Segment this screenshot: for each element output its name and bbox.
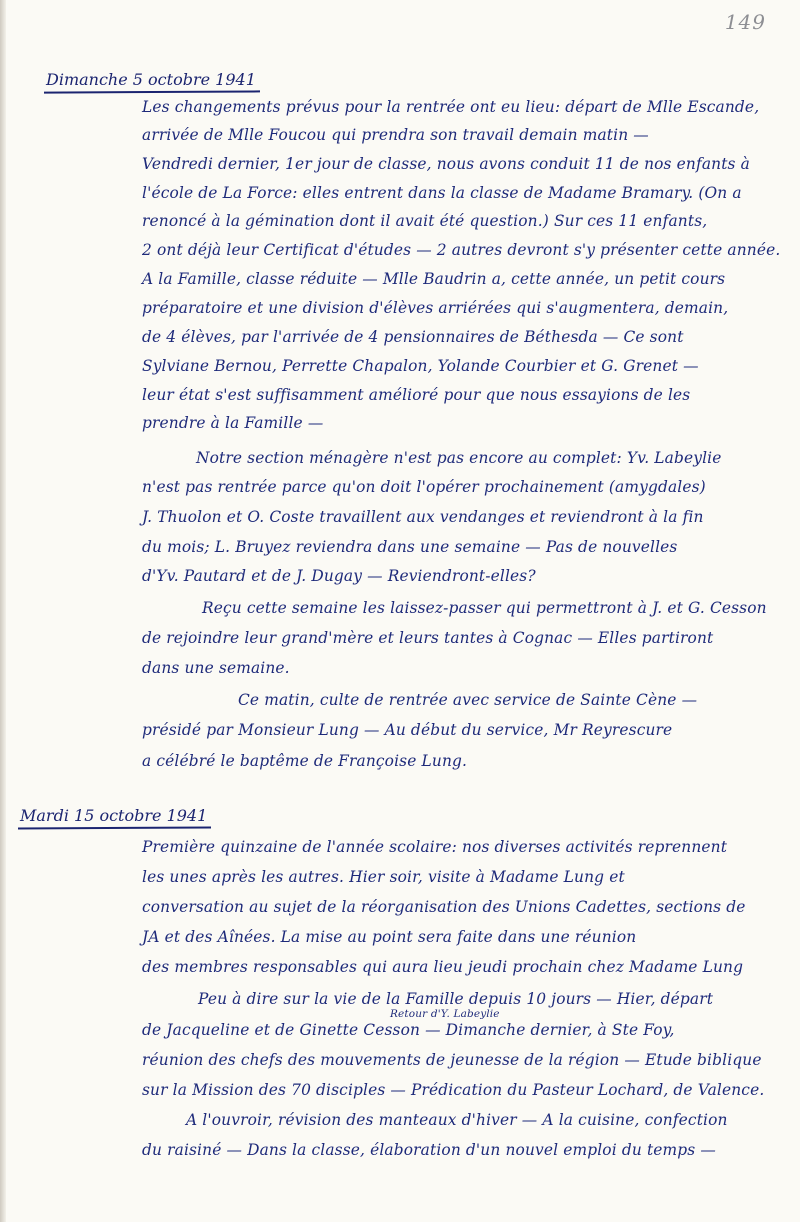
text-line: conversation au sujet de la réorganisation des Unions Cadettes, sections de	[142, 898, 746, 916]
text-line: préparatoire et une division d'élèves arriérées qui s'augmentera, demain,	[142, 299, 729, 317]
text-line: de rejoindre leur grand'mère et leurs tantes à Cognac — Elles partiront	[142, 629, 714, 647]
page-edge	[0, 0, 6, 1222]
text-line: présidé par Monsieur Lung — Au début du service, Mr Reyrescure	[142, 721, 673, 739]
text-line: leur état s'est suffisamment amélioré pour que nous essayions de les	[142, 386, 691, 404]
text-line: JA et des Aînées. La mise au point sera faite dans une réunion	[142, 928, 637, 946]
entry-date: Mardi 15 octobre 1941	[20, 806, 208, 825]
text-line: de Jacqueline et de Ginette Cesson — Dimanche dernier, à Ste Foy,	[142, 1021, 675, 1039]
text-line: n'est pas rentrée parce qu'on doit l'opérer prochainement (amygdales)	[142, 478, 706, 496]
text-line: Reçu cette semaine les laissez-passer qui permettront à J. et G. Cesson	[202, 599, 767, 617]
text-line: Notre section ménagère n'est pas encore au complet: Yv. Labeylie	[196, 449, 722, 467]
text-line: Peu à dire sur la vie de la Famille depuis 10 jours — Hier, départ	[198, 990, 714, 1008]
text-line: d'Yv. Pautard et de J. Dugay — Reviendront-elles?	[142, 567, 536, 585]
entry-date: Dimanche 5 octobre 1941	[46, 70, 256, 89]
text-line: Vendredi dernier, 1er jour de classe, nous avons conduit 11 de nos enfants à	[142, 155, 750, 173]
text-line: du raisiné — Dans la classe, élaboration d'un nouvel emploi du temps —	[142, 1141, 716, 1159]
text-line: prendre à la Famille —	[142, 414, 324, 432]
text-line: Première quinzaine de l'année scolaire: nos diverses activités reprennent	[142, 838, 728, 856]
text-line: renoncé à la gémination dont il avait été question.) Sur ces 11 enfants,	[142, 212, 708, 230]
text-line: Les changements prévus pour la rentrée ont eu lieu: départ de Mlle Escande,	[142, 98, 760, 116]
page-number: 149	[724, 10, 766, 34]
text-line: du mois; L. Bruyez reviendra dans une semaine — Pas de nouvelles	[142, 538, 678, 556]
text-line: 2 ont déjà leur Certificat d'études — 2 autres devront s'y présenter cette année.	[142, 241, 781, 259]
text-line: Sylviane Bernou, Perrette Chapalon, Yolande Courbier et G. Grenet —	[142, 357, 699, 375]
text-line: sur la Mission des 70 disciples — Prédication du Pasteur Lochard, de Valence.	[142, 1081, 765, 1099]
text-line: des membres responsables qui aura lieu jeudi prochain chez Madame Lung	[142, 958, 744, 976]
inline-insertion: Retour d'Y. Labeylie	[390, 1008, 500, 1020]
text-line: A l'ouvroir, révision des manteaux d'hiver — A la cuisine, confection	[186, 1111, 728, 1129]
text-line: Ce matin, culte de rentrée avec service de Sainte Cène —	[238, 691, 698, 709]
text-line: de 4 élèves, par l'arrivée de 4 pensionnaires de Béthesda — Ce sont	[142, 328, 684, 346]
text-line: dans une semaine.	[142, 659, 290, 677]
text-line: l'école de La Force: elles entrent dans la classe de Madame Bramary. (On a	[142, 184, 742, 202]
text-line: A la Famille, classe réduite — Mlle Baudrin a, cette année, un petit cours	[142, 270, 726, 288]
text-line: les unes après les autres. Hier soir, visite à Madame Lung et	[142, 868, 625, 886]
text-line: a célébré le baptême de Françoise Lung.	[142, 752, 468, 770]
text-line: J. Thuolon et O. Coste travaillent aux vendanges et reviendront à la fin	[142, 508, 704, 526]
text-line: réunion des chefs des mouvements de jeunesse de la région — Etude biblique	[142, 1051, 762, 1069]
text-line: arrivée de Mlle Foucou qui prendra son travail demain matin —	[142, 126, 649, 144]
